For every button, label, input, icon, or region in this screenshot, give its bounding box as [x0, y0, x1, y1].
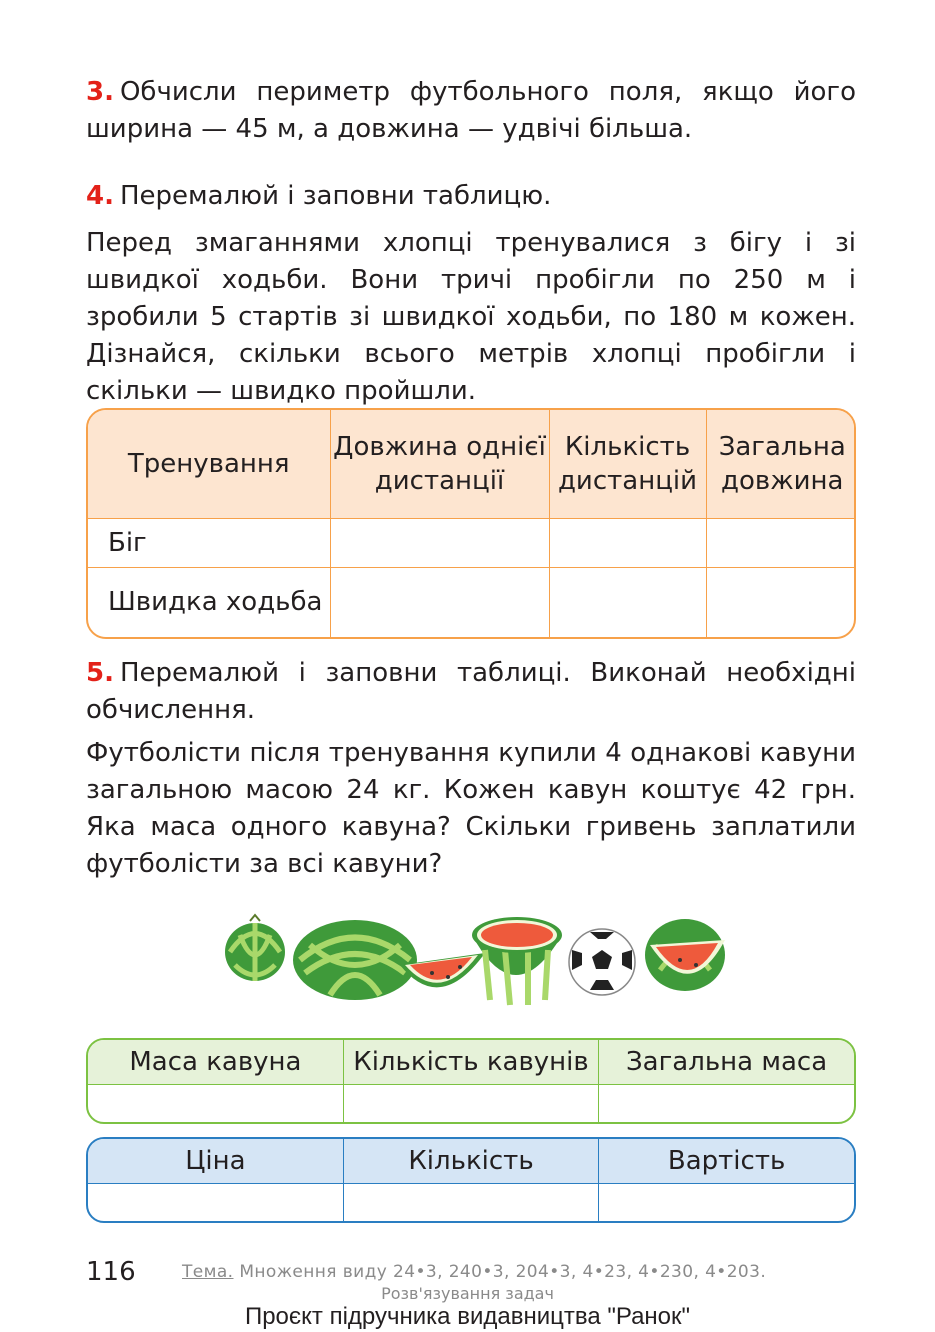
empty-cell	[706, 518, 856, 567]
soccer-ball-icon	[569, 929, 635, 995]
training-table	[86, 408, 856, 639]
watermelon-icon	[225, 915, 285, 981]
table-header: Довжина однієї дистанції	[330, 410, 549, 518]
task-3	[86, 74, 856, 148]
task-number: 4.	[86, 181, 114, 211]
task-instruction: Перемалюй і заповни таблицю.	[119, 181, 552, 211]
topic-line	[182, 1262, 766, 1282]
topic-label: Тема.	[182, 1262, 234, 1282]
table-header: Тренування	[88, 410, 330, 518]
table-row	[88, 1085, 854, 1123]
table-header: Вартість	[599, 1139, 854, 1184]
empty-cell	[549, 518, 706, 567]
table-row	[88, 518, 856, 567]
empty-cell	[330, 567, 549, 637]
table-header: Загальна маса	[599, 1040, 854, 1085]
topic-subtitle: Розв'язування задач	[381, 1284, 554, 1303]
task-number: 3.	[86, 77, 114, 107]
watermelon-icon	[472, 917, 562, 1005]
empty-cell	[343, 1085, 598, 1123]
empty-cell	[88, 1184, 343, 1222]
table-row	[88, 1184, 854, 1222]
table-header: Ціна	[88, 1139, 343, 1184]
empty-cell	[599, 1184, 854, 1222]
row-label: Швидка ходьба	[88, 567, 330, 637]
task-text: Футболісти після тренування купили 4 однакові кавуни загальною масою 24 кг. Кожен кавун коштує 42 грн. Яка маса одного кавуна? Скільки гривень заплатили футболісти за всі кавуни?	[86, 738, 856, 879]
watermelon-icon	[293, 920, 417, 1000]
empty-cell	[330, 518, 549, 567]
cost-table	[86, 1137, 856, 1223]
publisher-note: Проєкт підручника видавництва "Ранок"	[244, 1303, 691, 1330]
watermelons-illustration	[210, 905, 750, 1015]
task-4	[86, 178, 856, 410]
table-header: Кількість дистанцій	[549, 410, 706, 518]
task-text: Перед змаганнями хлопці тренувалися з бігу і зі швидкої ходьби. Вони тричі пробігли по 250 м і зробили 5 стартів зі швидкої ходьби, по 180 м кожен. Дізнайся, скільки всього метрів хлопці пробігли і скільки — швидко пройшли.	[86, 228, 856, 406]
page-number: 116	[86, 1257, 136, 1287]
table-header: Маса кавуна	[88, 1040, 343, 1085]
watermelon-slice-icon	[645, 919, 725, 991]
table-header: Загальна довжина	[706, 410, 856, 518]
mass-table	[86, 1038, 856, 1124]
task-instruction: Перемалюй і заповни таблиці. Виконай необхідні обчислення.	[86, 658, 856, 725]
task-5	[86, 655, 856, 883]
table-header: Кількість	[343, 1139, 598, 1184]
topic-text: Множення виду 24•3, 240•3, 204•3, 4•23, 4•230, 4•203.	[239, 1262, 767, 1282]
empty-cell	[549, 567, 706, 637]
empty-cell	[343, 1184, 598, 1222]
table-row	[88, 567, 856, 637]
table-header: Кількість кавунів	[343, 1040, 598, 1085]
row-label: Біг	[88, 518, 330, 567]
task-text: Обчисли периметр футбольного поля, якщо його ширина — 45 м, а довжина — удвічі більша.	[86, 77, 856, 144]
empty-cell	[599, 1085, 854, 1123]
empty-cell	[706, 567, 856, 637]
empty-cell	[88, 1085, 343, 1123]
task-number: 5.	[86, 658, 114, 688]
